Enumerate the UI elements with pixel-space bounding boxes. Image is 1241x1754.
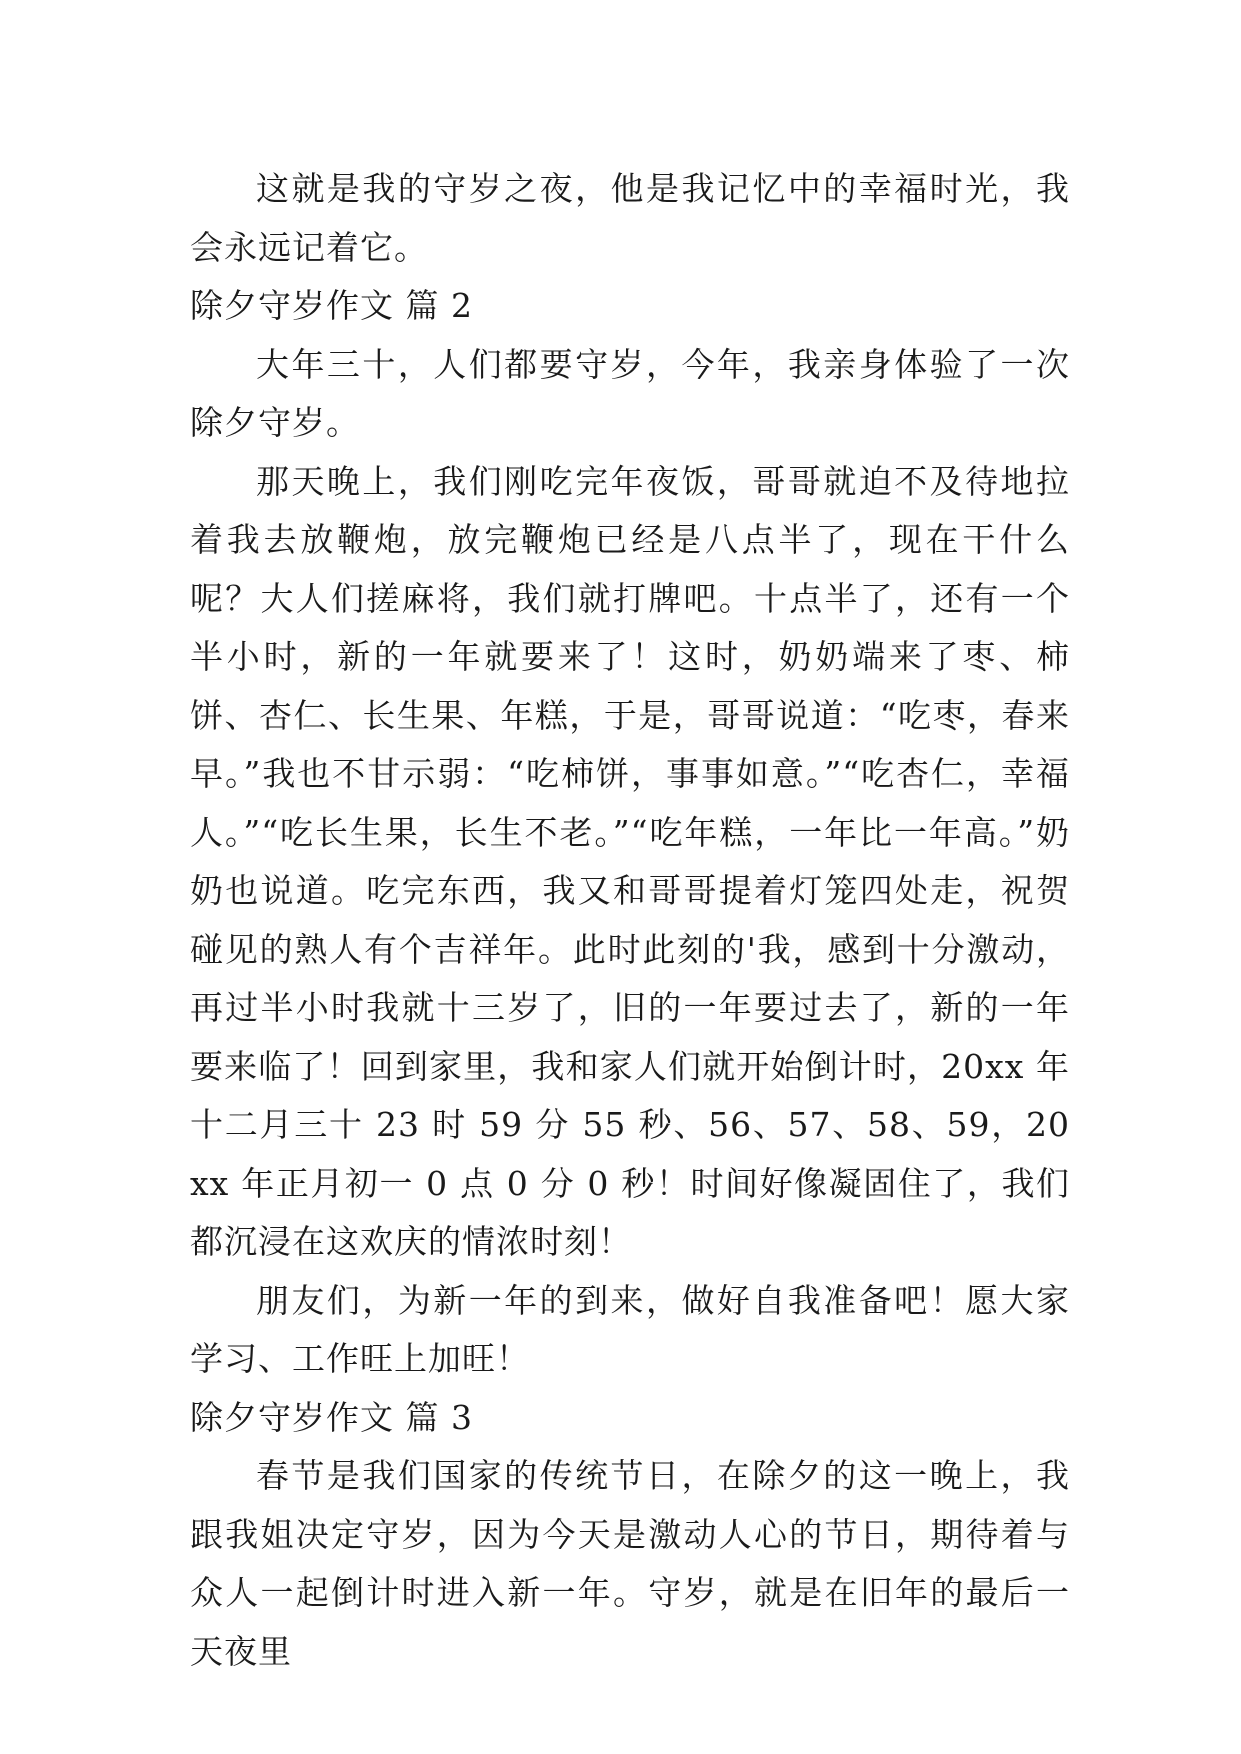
paragraph: 这就是我的守岁之夜，他是我记忆中的幸福时光，我会永远记着它。 — [190, 169, 1070, 267]
paragraph: 春节是我们国家的传统节日，在除夕的这一晚上，我跟我姐决定守岁，因为今天是激动人心的节日，期待着与众人一起倒计时进入新一年。守岁，就是在旧年的最后一天夜里 — [190, 1456, 1070, 1671]
paragraph: 那天晚上，我们刚吃完年夜饭，哥哥就迫不及待地拉着我去放鞭炮，放完鞭炮已经是八点半了，现在干什么呢？大人们搓麻将，我们就打牌吧。十点半了，还有一个半小时，新的一年就要来了！这时，奶奶端来了枣、柿饼、杏仁、长生果、年糕，于是，哥哥说道：“吃枣，春来早。”我也不甘示弱：“吃柿饼，事事如意。”“吃杏仁，幸福人。”“吃长生果，长生不老。”“吃年糕，一年比一年高。”奶奶也说道。吃完东西，我又和哥哥提着灯笼四处走，祝贺碰见的熟人有个吉祥年。此时此刻的'我，感到十分激动，再过半小时我就十三岁了，旧的一年要过去了，新的一年要来临了！回到家里，我和家人们就开始倒计时，20xx 年十二月三十 23 时 59 分 55 秒、56、57、58、59，20xx 年正月初一 0 点 0 分 0 秒！时间好像凝固住了，我们都沉浸在这欢庆的情浓时刻！ — [190, 461, 1070, 1261]
section-heading: 除夕守岁作文 篇 2 — [190, 286, 473, 325]
section-heading: 除夕守岁作文 篇 3 — [190, 1397, 473, 1437]
document-body — [190, 160, 1070, 1681]
paragraph: 大年三十，人们都要守岁，今年，我亲身体验了一次除夕守岁。 — [190, 344, 1070, 442]
paragraph: 朋友们，为新一年的到来，做好自我准备吧！愿大家学习、工作旺上加旺！ — [190, 1280, 1070, 1378]
